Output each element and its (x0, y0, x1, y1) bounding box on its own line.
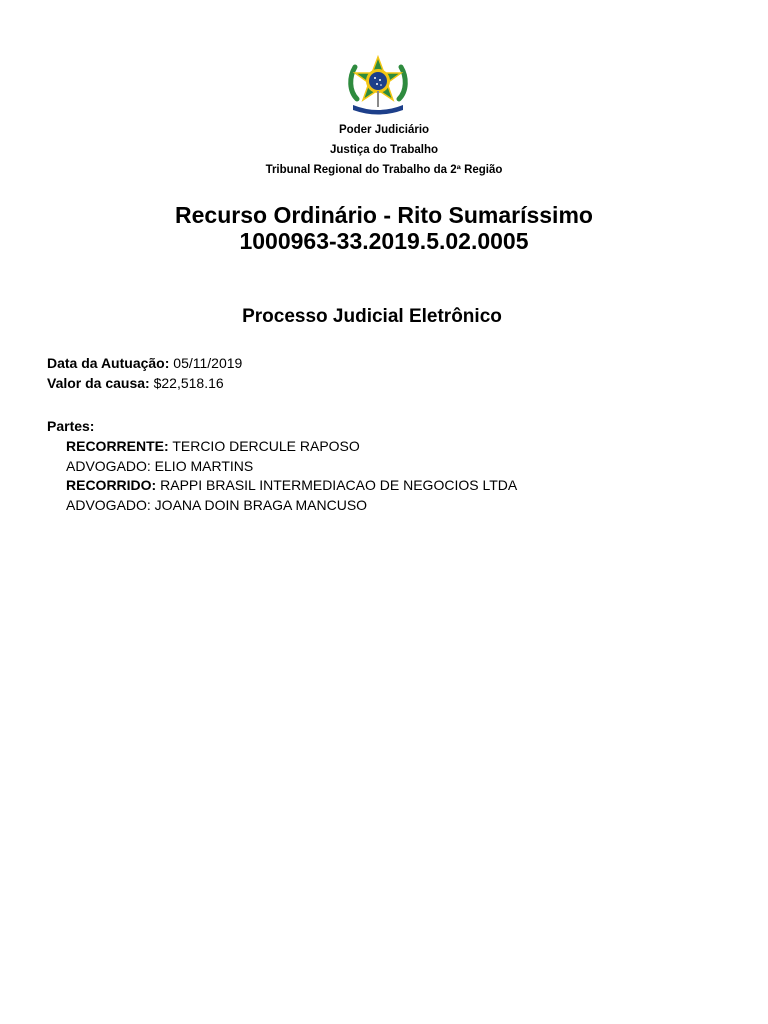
header-justica-trabalho: Justiça do Trabalho (330, 144, 438, 156)
partes-label: Partes: (47, 418, 95, 434)
process-number: 1000963-33.2019.5.02.0005 (239, 228, 529, 254)
valor-causa-label: Valor da causa: (47, 375, 150, 391)
header-tribunal: Tribunal Regional do Trabalho da 2ª Região (265, 164, 503, 176)
party-name: ADVOGADO: JOANA DOIN BRAGA MANCUSO (66, 497, 368, 513)
header-poder-judiciario: Poder Judiciário (338, 124, 430, 136)
party-name: RAPPI BRASIL INTERMEDIACAO DE NEGOCIOS LTDA (160, 477, 518, 493)
party-role: RECORRIDO: (66, 477, 157, 493)
party-advogado-recorrente (66, 456, 253, 476)
brazil-coat-of-arms-icon (345, 55, 411, 117)
document-subtitle: Processo Judicial Eletrônico (242, 306, 502, 327)
autuacao-date-value: 05/11/2019 (173, 355, 243, 371)
party-recorrido (66, 475, 517, 495)
party-role: RECORRENTE: (66, 438, 169, 454)
party-name: ADVOGADO: ELIO MARTINS (66, 458, 254, 474)
party-advogado-recorrido (66, 495, 367, 515)
document-title: Recurso Ordinário - Rito Sumaríssimo (175, 202, 593, 228)
autuacao-date-field (47, 353, 242, 373)
party-name: TERCIO DERCULE RAPOSO (172, 438, 360, 454)
party-recorrente (66, 436, 360, 456)
valor-causa-value: $22,518.16 (153, 375, 224, 391)
autuacao-date-label: Data da Autuação: (47, 355, 170, 371)
valor-causa-field (47, 373, 224, 393)
